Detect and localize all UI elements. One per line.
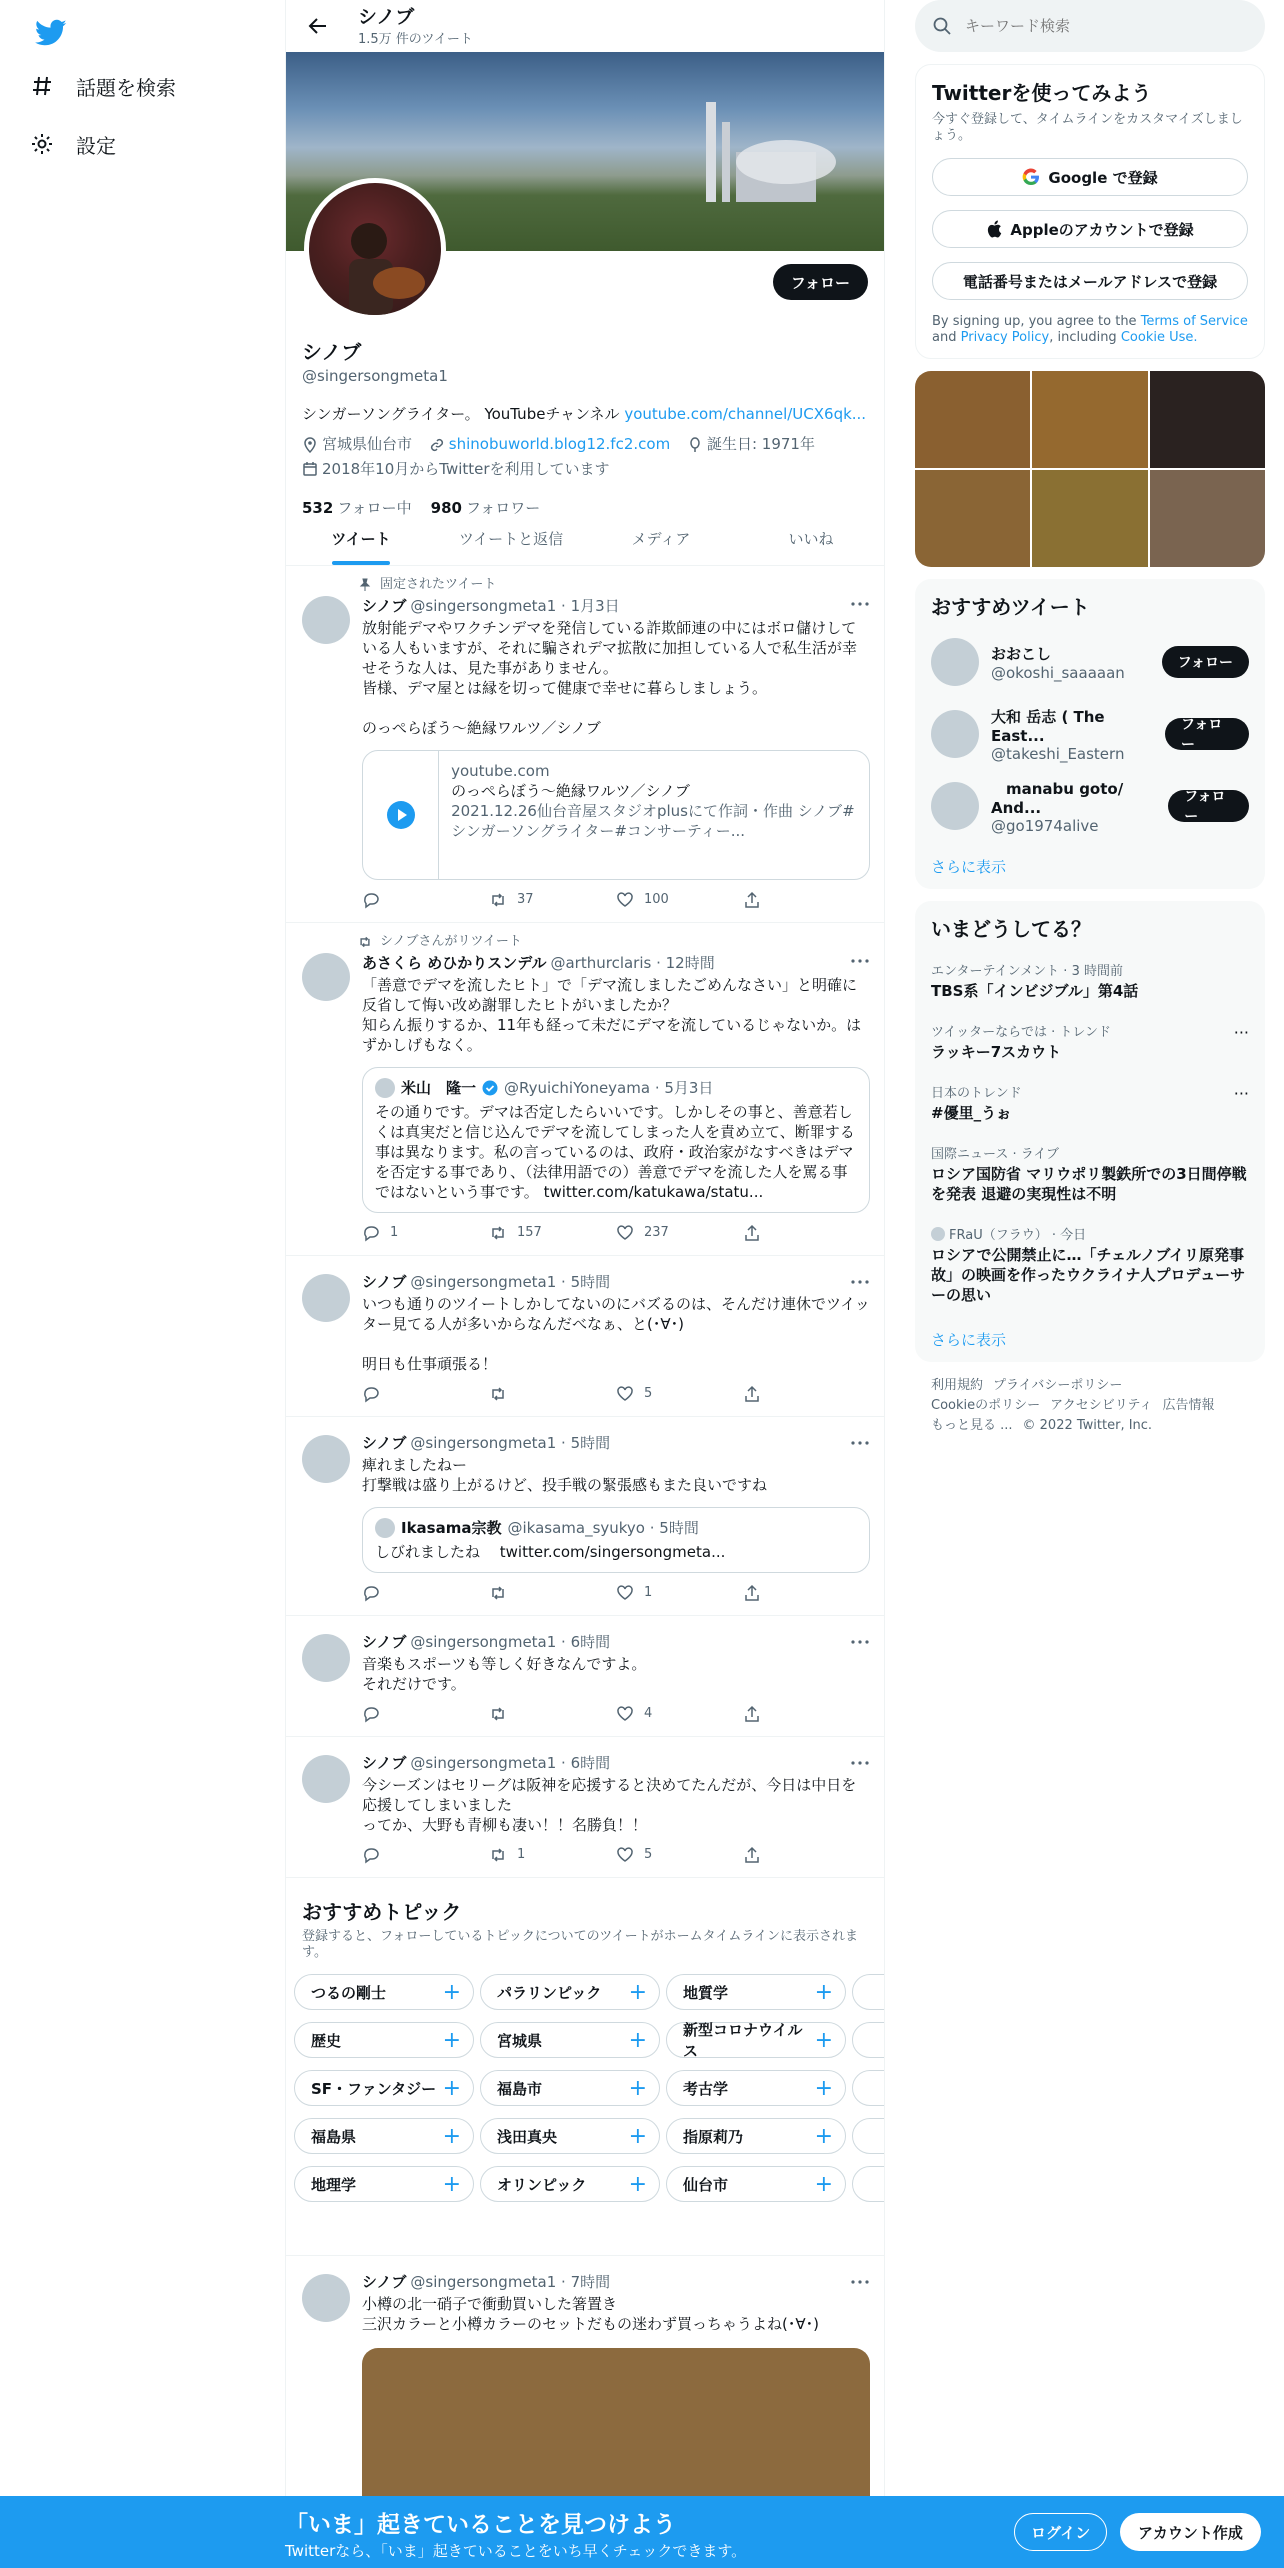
nav-explore-label: 話題を検索 <box>76 75 176 100</box>
topic-label: パラリンピック <box>497 1983 602 2002</box>
author-handle[interactable]: @singersongmeta1 · 7時間 <box>410 2273 611 2291</box>
author-name[interactable]: シノブ <box>362 1434 407 1452</box>
tweet-count: 1.5万 件のツイート <box>358 31 473 47</box>
trend-title: ラッキー7スカウト <box>931 1043 1062 1061</box>
topics-title: おすすめトピック <box>302 1900 462 1924</box>
share-button[interactable] <box>743 1384 870 1404</box>
reply-button[interactable] <box>362 890 489 910</box>
right-sidebar <box>915 0 1265 1450</box>
quote-author-name: Ikasama宗教 <box>401 1519 502 1537</box>
google-icon <box>1022 168 1040 186</box>
terms-link[interactable]: Terms of Service <box>1140 314 1248 329</box>
topic-label: 福島県 <box>311 2127 357 2146</box>
retweet-button[interactable] <box>489 1845 616 1865</box>
like-count: 5 <box>644 1847 653 1862</box>
gear-icon <box>30 132 54 156</box>
retweet-icon <box>489 1584 507 1602</box>
retweet-count: 37 <box>517 892 534 907</box>
like-count: 4 <box>644 1706 653 1721</box>
avatar[interactable] <box>302 1755 350 1803</box>
topic-chip[interactable] <box>294 2022 474 2058</box>
heart-icon <box>616 891 634 909</box>
like-button[interactable] <box>616 1384 743 1404</box>
more-icon[interactable]: ··· <box>1233 1023 1249 1042</box>
who-title: おすすめツイート <box>931 595 1090 619</box>
tweet-actions <box>362 1384 870 1404</box>
topic-chip[interactable] <box>666 2070 846 2106</box>
followers-link[interactable]: 980 フォロワー <box>430 499 541 517</box>
share-button[interactable] <box>743 1223 870 1243</box>
trends-title: いまどうしてる？ <box>931 917 1091 941</box>
signup-subtitle: 今すぐ登録して、タイムラインをカスタマイズしましょう。 <box>932 112 1243 143</box>
trend-title: ロシアで公開禁止に…「チェルノブイリ原発事故」の映画を作ったウクライナ人プロデューサーの思い <box>931 1246 1246 1304</box>
tweet-text: 痺れましたねー 打撃戦は盛り上がるけど、投手戦の緊張感もまた良いですね <box>362 1456 768 1494</box>
google-signup-button[interactable]: Google で登録 <box>932 158 1248 196</box>
quote-text: その通りです。デマは否定したらいいです。しかしその事と、善意若しくは真実だと信じ込んでデマを流してしまった人を責め立て、断罪する事は異なります。私の言っているのは、政府・政治家がなすべきはデマを否定する事であり、（法律用語での）善意でデマを流した人を罵る事ではないという事です。 twitter.com/katukawa/statu... <box>375 1103 855 1201</box>
following-link[interactable]: 532 フォロー中 <box>302 499 412 517</box>
profile-tabs <box>286 512 885 566</box>
quote-author-handle: @ikasama_syukyo · 5時間 <box>507 1519 699 1537</box>
quote-author-name: 米山 隆一 <box>401 1079 477 1097</box>
plus-icon: + <box>442 2171 461 2197</box>
tweet-text: 「善意でデマを流したヒト」で「デマ流しましたごめんなさい」と明確に反省して悔い改め謝罪したヒトがいましたか？ 知らん振りするか、11年も経って未だにデマを流しているじゃないか。はずかしげもなく。 <box>362 976 862 1054</box>
more-icon[interactable] <box>850 1433 870 1453</box>
trend-item[interactable] <box>931 950 1249 1011</box>
topic-label: 仙台市 <box>683 2175 729 2194</box>
retweet-icon <box>489 891 507 909</box>
verified-badge-icon <box>482 1080 498 1096</box>
tweet-text: 放射能デマやワクチンデマを発信している詐欺師連の中にはボロ儲けしている人もいますが、それに騙されデマ拡散に加担している人で私生活が幸せそうな人は、見た事がありません。 皆様、デマ屋とは縁を切って健康で幸せに暮らしましょう。 のっぺらぼう〜絶縁ワルツ／シノブ <box>362 619 858 737</box>
topic-label: 福島市 <box>497 2079 543 2098</box>
topic-chip[interactable] <box>480 2022 660 2058</box>
tweet[interactable] <box>286 1616 885 1737</box>
calendar-icon <box>302 461 318 477</box>
profile-header-bar <box>286 0 884 52</box>
topic-label: オリンピック <box>497 2175 587 2194</box>
reply-icon <box>362 1584 380 1602</box>
share-icon <box>743 1705 761 1723</box>
plus-icon: + <box>814 2075 833 2101</box>
who-item[interactable] <box>931 626 1249 698</box>
tweet[interactable] <box>286 1256 885 1417</box>
more-icon[interactable] <box>850 951 870 971</box>
avatar[interactable] <box>302 1274 350 1322</box>
author-handle[interactable]: @singersongmeta1 · 5時間 <box>410 1434 611 1452</box>
play-icon <box>386 800 416 830</box>
who-handle: @go1974alive <box>991 816 1099 835</box>
tweet-text: 今シーズンはセリーグは阪神を応援すると決めてたんだが、今日は中日を応援してしまいました ってか、大野も青柳も凄い！！名勝負！！ <box>362 1776 857 1834</box>
who-handle: @takeshi_Eastern <box>991 744 1125 763</box>
who-name: おおこし <box>991 644 1052 663</box>
more-icon[interactable] <box>850 1632 870 1652</box>
tweet-actions <box>362 890 870 910</box>
who-name: 大和 岳志 ( The East... <box>991 707 1105 745</box>
like-count: 5 <box>644 1386 653 1401</box>
profile-joined: 2018年10月からTwitterを利用しています <box>322 459 610 478</box>
plus-icon: + <box>814 1979 833 2005</box>
topic-chip[interactable] <box>666 2118 846 2154</box>
like-button[interactable] <box>616 1704 743 1724</box>
avatar[interactable] <box>931 710 979 758</box>
privacy-link[interactable]: Privacy Policy <box>960 330 1050 345</box>
quote-text: しびれましたね twitter.com/singersongmeta... <box>375 1543 726 1561</box>
source-avatar <box>931 1227 945 1241</box>
topic-label: 歴史 <box>311 2031 342 2050</box>
trends-show-more[interactable]: さらに表示 <box>931 1331 1007 1349</box>
tab-replies[interactable]: ツイートと返信 <box>458 530 564 548</box>
link-card[interactable] <box>362 750 870 880</box>
quoted-tweet[interactable] <box>362 1067 870 1213</box>
tab-tweets[interactable]: ツイート <box>286 512 436 565</box>
author-handle[interactable]: @singersongmeta1 · 6時間 <box>410 1754 611 1772</box>
like-button[interactable] <box>616 890 743 910</box>
author-name[interactable]: シノブ <box>362 597 407 615</box>
follow-button[interactable]: フォロー <box>1168 790 1249 822</box>
share-button[interactable] <box>743 1704 870 1724</box>
plus-icon: + <box>628 2171 647 2197</box>
follow-button[interactable]: フォロー <box>1165 718 1249 750</box>
topic-chip[interactable] <box>666 2022 846 2058</box>
pin-icon <box>358 578 372 592</box>
nav-explore[interactable] <box>30 64 176 108</box>
search-icon <box>933 17 951 35</box>
heart-icon <box>616 1584 634 1602</box>
banner-subtitle: Twitterなら、「いま」起きていることをいち早くチェックできます。 <box>285 2542 747 2560</box>
plus-icon: + <box>628 2123 647 2149</box>
footer-link[interactable]: Cookieのポリシー <box>931 1398 1041 1413</box>
back-arrow-icon[interactable] <box>300 8 336 44</box>
plus-icon: + <box>628 2075 647 2101</box>
trend-item[interactable] <box>931 1214 1249 1315</box>
more-icon[interactable] <box>850 1753 870 1773</box>
twitter-logo-icon[interactable] <box>30 12 72 54</box>
profile-location: 宮城県仙台市 <box>322 435 413 453</box>
avatar[interactable] <box>302 2274 350 2322</box>
plus-icon: + <box>442 2027 461 2053</box>
topic-label: 浅田真央 <box>497 2127 558 2146</box>
who-item[interactable] <box>931 698 1249 770</box>
tweet-actions <box>362 1845 870 1865</box>
who-list <box>931 626 1249 842</box>
retweet-button[interactable] <box>489 1704 616 1724</box>
retweet-icon <box>489 1846 507 1864</box>
plus-icon: + <box>628 2027 647 2053</box>
video-thumbnail <box>363 751 439 879</box>
retweet-count: 157 <box>517 1225 542 1240</box>
signup-button[interactable]: アカウント作成 <box>1120 2513 1261 2551</box>
login-button[interactable]: ログイン <box>1014 2513 1107 2551</box>
login-banner <box>0 2496 1284 2568</box>
share-icon <box>743 1224 761 1242</box>
topic-chip[interactable] <box>294 2118 474 2154</box>
reply-icon <box>362 1846 380 1864</box>
signup-title: Twitterを使ってみよう <box>932 81 1152 105</box>
topic-chip-partial[interactable] <box>852 2022 885 2058</box>
footer-link[interactable]: プライバシーポリシー <box>993 1378 1123 1393</box>
apple-icon <box>986 220 1002 238</box>
search-input[interactable] <box>965 17 1225 35</box>
author-handle[interactable]: @singersongmeta1 · 1月3日 <box>410 597 620 615</box>
footer-link[interactable]: © 2022 Twitter, Inc. <box>1022 1418 1153 1433</box>
trend-category: FRaU（フラウ） · 今日 <box>949 1228 1087 1243</box>
author-handle[interactable]: @arthurclaris · 12時間 <box>550 954 715 972</box>
profile-column <box>285 0 885 2568</box>
location-icon <box>302 437 318 453</box>
signup-legal: By signing up, you agree to the Terms of Service and Privacy Policy, including Cookie Use. <box>932 314 1248 345</box>
heart-icon <box>616 1705 634 1723</box>
plus-icon: + <box>442 1979 461 2005</box>
trend-category: ツイッターならでは · トレンド <box>931 1025 1112 1040</box>
media-thumbnail[interactable] <box>1150 470 1265 567</box>
more-icon[interactable] <box>850 1272 870 1292</box>
topic-label: 地理学 <box>311 2175 357 2194</box>
trend-title: ロシア国防省 マリウポリ製鉄所での3日間停戦を発表 退避の実現性は不明 <box>931 1165 1247 1203</box>
media-thumbnail[interactable] <box>915 371 1030 468</box>
more-icon[interactable]: ··· <box>1233 1084 1249 1103</box>
reply-button[interactable] <box>362 1845 489 1865</box>
profile-info <box>302 336 870 518</box>
profile-website[interactable]: shinobuworld.blog12.fc2.com <box>448 435 671 453</box>
share-button[interactable] <box>743 1583 870 1603</box>
tweet-text: いつも通りのツイートしかしてないのにバズるのは、そんだけ連休でツイッター見てる人が多いからなんだべなぁ、と(･∀･) 明日も仕事頑張る！ <box>362 1295 870 1373</box>
trend-category: 国際ニュース · ライブ <box>931 1147 1059 1162</box>
author-name[interactable]: シノブ <box>362 1273 407 1291</box>
avatar[interactable] <box>302 1435 350 1483</box>
reply-icon <box>362 1385 380 1403</box>
card-description: 2021.12.26仙台音屋スタジオplusにて作詞・作曲 シノブ#シンガーソングライター#コンサーティー... <box>451 802 855 840</box>
topic-chip[interactable] <box>480 2166 660 2202</box>
hashtag-icon <box>30 74 54 98</box>
topic-chip[interactable] <box>294 1974 474 2010</box>
retweet-button[interactable] <box>489 890 616 910</box>
retweet-count: 1 <box>517 1847 526 1862</box>
who-name: manabu goto/ And... <box>991 779 1124 817</box>
share-icon <box>743 891 761 909</box>
topic-chip[interactable] <box>480 1974 660 2010</box>
topic-chip[interactable] <box>666 1974 846 2010</box>
share-icon <box>743 1846 761 1864</box>
apple-signup-button[interactable]: Appleのアカウントで登録 <box>932 210 1248 248</box>
avatar[interactable] <box>931 782 979 830</box>
author-name[interactable]: シノブ <box>362 1754 407 1772</box>
avatar <box>375 1518 395 1538</box>
trend-title: #優里_うぉ <box>931 1104 1012 1122</box>
media-thumbnail[interactable] <box>1032 371 1147 468</box>
heart-icon <box>616 1846 634 1864</box>
banner-title: 「いま」起きていることを見つけよう <box>285 2512 676 2538</box>
retweet-icon <box>489 1224 507 1242</box>
heart-icon <box>616 1385 634 1403</box>
media-thumbnail[interactable] <box>1032 470 1147 567</box>
topic-chip-partial[interactable] <box>852 2070 885 2106</box>
author-name[interactable]: シノブ <box>362 1633 407 1651</box>
like-button[interactable] <box>616 1223 743 1243</box>
tab-likes[interactable]: いいね <box>788 530 834 548</box>
topic-chip-partial[interactable] <box>852 2118 885 2154</box>
nav-settings-label: 設定 <box>76 133 116 158</box>
avatar <box>375 1078 395 1098</box>
avatar[interactable] <box>931 638 979 686</box>
trend-item[interactable] <box>931 1072 1249 1133</box>
topic-label: 指原莉乃 <box>683 2127 744 2146</box>
quote-author-handle: @RyuichiYoneyama · 5月3日 <box>504 1079 714 1097</box>
tweet-actions <box>362 1704 870 1724</box>
card-domain: youtube.com <box>451 762 550 780</box>
link-icon <box>429 437 445 453</box>
reply-icon <box>362 1224 380 1242</box>
trend-item[interactable] <box>931 1011 1249 1072</box>
tweet-text: 小樽の北一硝子で衝動買いした箸置き 三沢カラーと小樽カラーのセットだもの迷わず買っちゃうよね(･∀･) <box>362 2295 819 2333</box>
topic-label: 宮城県 <box>497 2031 543 2050</box>
follow-button[interactable]: フォロー <box>773 264 868 300</box>
topic-chip[interactable] <box>480 2070 660 2106</box>
tweet-actions <box>362 1583 870 1603</box>
tweet-actions <box>362 1223 870 1243</box>
topic-label: 地質学 <box>683 1983 729 2002</box>
bio-link[interactable]: youtube.com/channel/UCX6qk... <box>624 405 867 423</box>
who-item[interactable] <box>931 770 1249 842</box>
footer-link[interactable]: 利用規約 <box>931 1378 984 1393</box>
like-count: 1 <box>644 1585 653 1600</box>
footer-links <box>915 1362 1265 1450</box>
trend-category: 日本のトレンド <box>931 1086 1022 1101</box>
who-handle: @okoshi_saaaaan <box>991 663 1125 682</box>
profile-meta <box>302 434 870 483</box>
tweet[interactable] <box>286 566 885 923</box>
reply-button[interactable] <box>362 1583 489 1603</box>
profile-birthday: 誕生日: 1971年 <box>706 435 815 453</box>
bio-text: シンガーソングライター。 YouTubeチャンネル <box>302 405 620 423</box>
more-icon[interactable] <box>850 594 870 614</box>
trends-list <box>931 950 1249 1315</box>
footer-link[interactable]: アクセシビリティ <box>1050 1398 1153 1413</box>
retweet-icon <box>358 935 372 949</box>
signup-panel <box>915 64 1265 359</box>
reply-icon <box>362 1705 380 1723</box>
retweet-button[interactable] <box>489 1583 616 1603</box>
plus-icon: + <box>442 2123 461 2149</box>
avatar[interactable] <box>302 953 350 1001</box>
like-count: 100 <box>644 892 669 907</box>
retweet-button[interactable] <box>489 1223 616 1243</box>
heart-icon <box>616 1224 634 1242</box>
topic-chip[interactable] <box>666 2166 846 2202</box>
topic-chip[interactable] <box>294 2070 474 2106</box>
profile-handle: @singersongmeta1 <box>302 367 448 385</box>
author-name[interactable]: あさくら めひかりスンデル <box>362 954 547 972</box>
author-handle[interactable]: @singersongmeta1 · 6時間 <box>410 1633 611 1651</box>
pinned-context: 固定されたツイート <box>358 576 870 594</box>
topics-description: 登録すると、フォローしているトピックについてのツイートがホームタイムラインに表示されます。 <box>302 1929 859 1960</box>
topic-label: SF・ファンタジー <box>311 2079 437 2098</box>
media-grid <box>915 371 1265 567</box>
balloon-icon <box>687 437 703 453</box>
retweet-icon <box>489 1385 507 1403</box>
trend-category: エンターテインメント · 3 時間前 <box>931 964 1123 979</box>
nav-settings[interactable] <box>30 122 116 166</box>
like-button[interactable] <box>616 1845 743 1865</box>
reply-button[interactable] <box>362 1704 489 1724</box>
topic-chip[interactable] <box>294 2166 474 2202</box>
trend-item[interactable] <box>931 1133 1249 1214</box>
topic-chip-partial[interactable] <box>852 1974 885 2010</box>
tab-media[interactable]: メディア <box>631 530 691 548</box>
avatar[interactable] <box>302 596 350 644</box>
retweet-context: シノブさんがリツイート <box>358 933 870 951</box>
author-handle[interactable]: @singersongmeta1 · 5時間 <box>410 1273 611 1291</box>
media-thumbnail[interactable] <box>915 470 1030 567</box>
profile-name: シノブ <box>302 340 362 364</box>
tweet[interactable] <box>286 1737 885 1878</box>
profile-avatar[interactable] <box>304 178 446 320</box>
page-title: シノブ <box>358 5 415 28</box>
retweet-icon <box>489 1705 507 1723</box>
factory-silhouette <box>666 92 836 212</box>
more-icon[interactable] <box>850 2272 870 2292</box>
plus-icon: + <box>628 1979 647 2005</box>
card-title: のっぺらぼう〜絶縁ワルツ／シノブ <box>451 782 690 800</box>
tweet[interactable] <box>286 1417 885 1616</box>
media-thumbnail[interactable] <box>1150 371 1265 468</box>
profile-bio <box>302 403 870 424</box>
topic-label: 新型コロナウイルス <box>683 2021 803 2060</box>
left-nav <box>0 0 285 2568</box>
reply-icon <box>362 891 380 909</box>
like-button[interactable] <box>616 1583 743 1603</box>
footer-link[interactable]: もっと見る ... <box>931 1418 1013 1433</box>
retweet-button[interactable] <box>489 1384 616 1404</box>
reply-count: 1 <box>390 1225 399 1240</box>
topic-label: 考古学 <box>683 2079 729 2098</box>
tweet-feed <box>286 566 885 2568</box>
trend-title: TBS系「インビジブル」第4話 <box>931 982 1139 1000</box>
plus-icon: + <box>814 2027 833 2053</box>
who-show-more[interactable]: さらに表示 <box>931 858 1007 876</box>
tweet[interactable] <box>286 923 885 1256</box>
reply-button[interactable] <box>362 1384 489 1404</box>
recommended-topics <box>286 1878 885 2256</box>
avatar[interactable] <box>302 1634 350 1682</box>
share-icon <box>743 1385 761 1403</box>
reply-button[interactable] <box>362 1223 489 1243</box>
tweet-text: 音楽もスポーツも等しく好きなんですよ。 それだけです。 <box>362 1655 647 1693</box>
footer-link[interactable]: 広告情報 <box>1162 1398 1215 1413</box>
quoted-tweet[interactable] <box>362 1507 870 1573</box>
who-to-follow <box>915 579 1265 889</box>
plus-icon: + <box>814 2171 833 2197</box>
phone-email-signup-button[interactable]: 電話番号またはメールアドレスで登録 <box>932 262 1248 300</box>
topic-label: つるの剛士 <box>311 1983 387 2002</box>
like-count: 237 <box>644 1225 669 1240</box>
follow-button[interactable]: フォロー <box>1162 646 1249 678</box>
trends-panel <box>915 901 1265 1362</box>
share-button[interactable] <box>743 1845 870 1865</box>
author-name[interactable]: シノブ <box>362 2273 407 2291</box>
cookie-link[interactable]: Cookie Use. <box>1120 330 1198 345</box>
topic-chip-partial[interactable] <box>852 2166 885 2202</box>
plus-icon: + <box>442 2075 461 2101</box>
share-button[interactable] <box>743 890 870 910</box>
topic-chip[interactable] <box>480 2118 660 2154</box>
search-box[interactable] <box>915 0 1265 52</box>
plus-icon: + <box>814 2123 833 2149</box>
share-icon <box>743 1584 761 1602</box>
